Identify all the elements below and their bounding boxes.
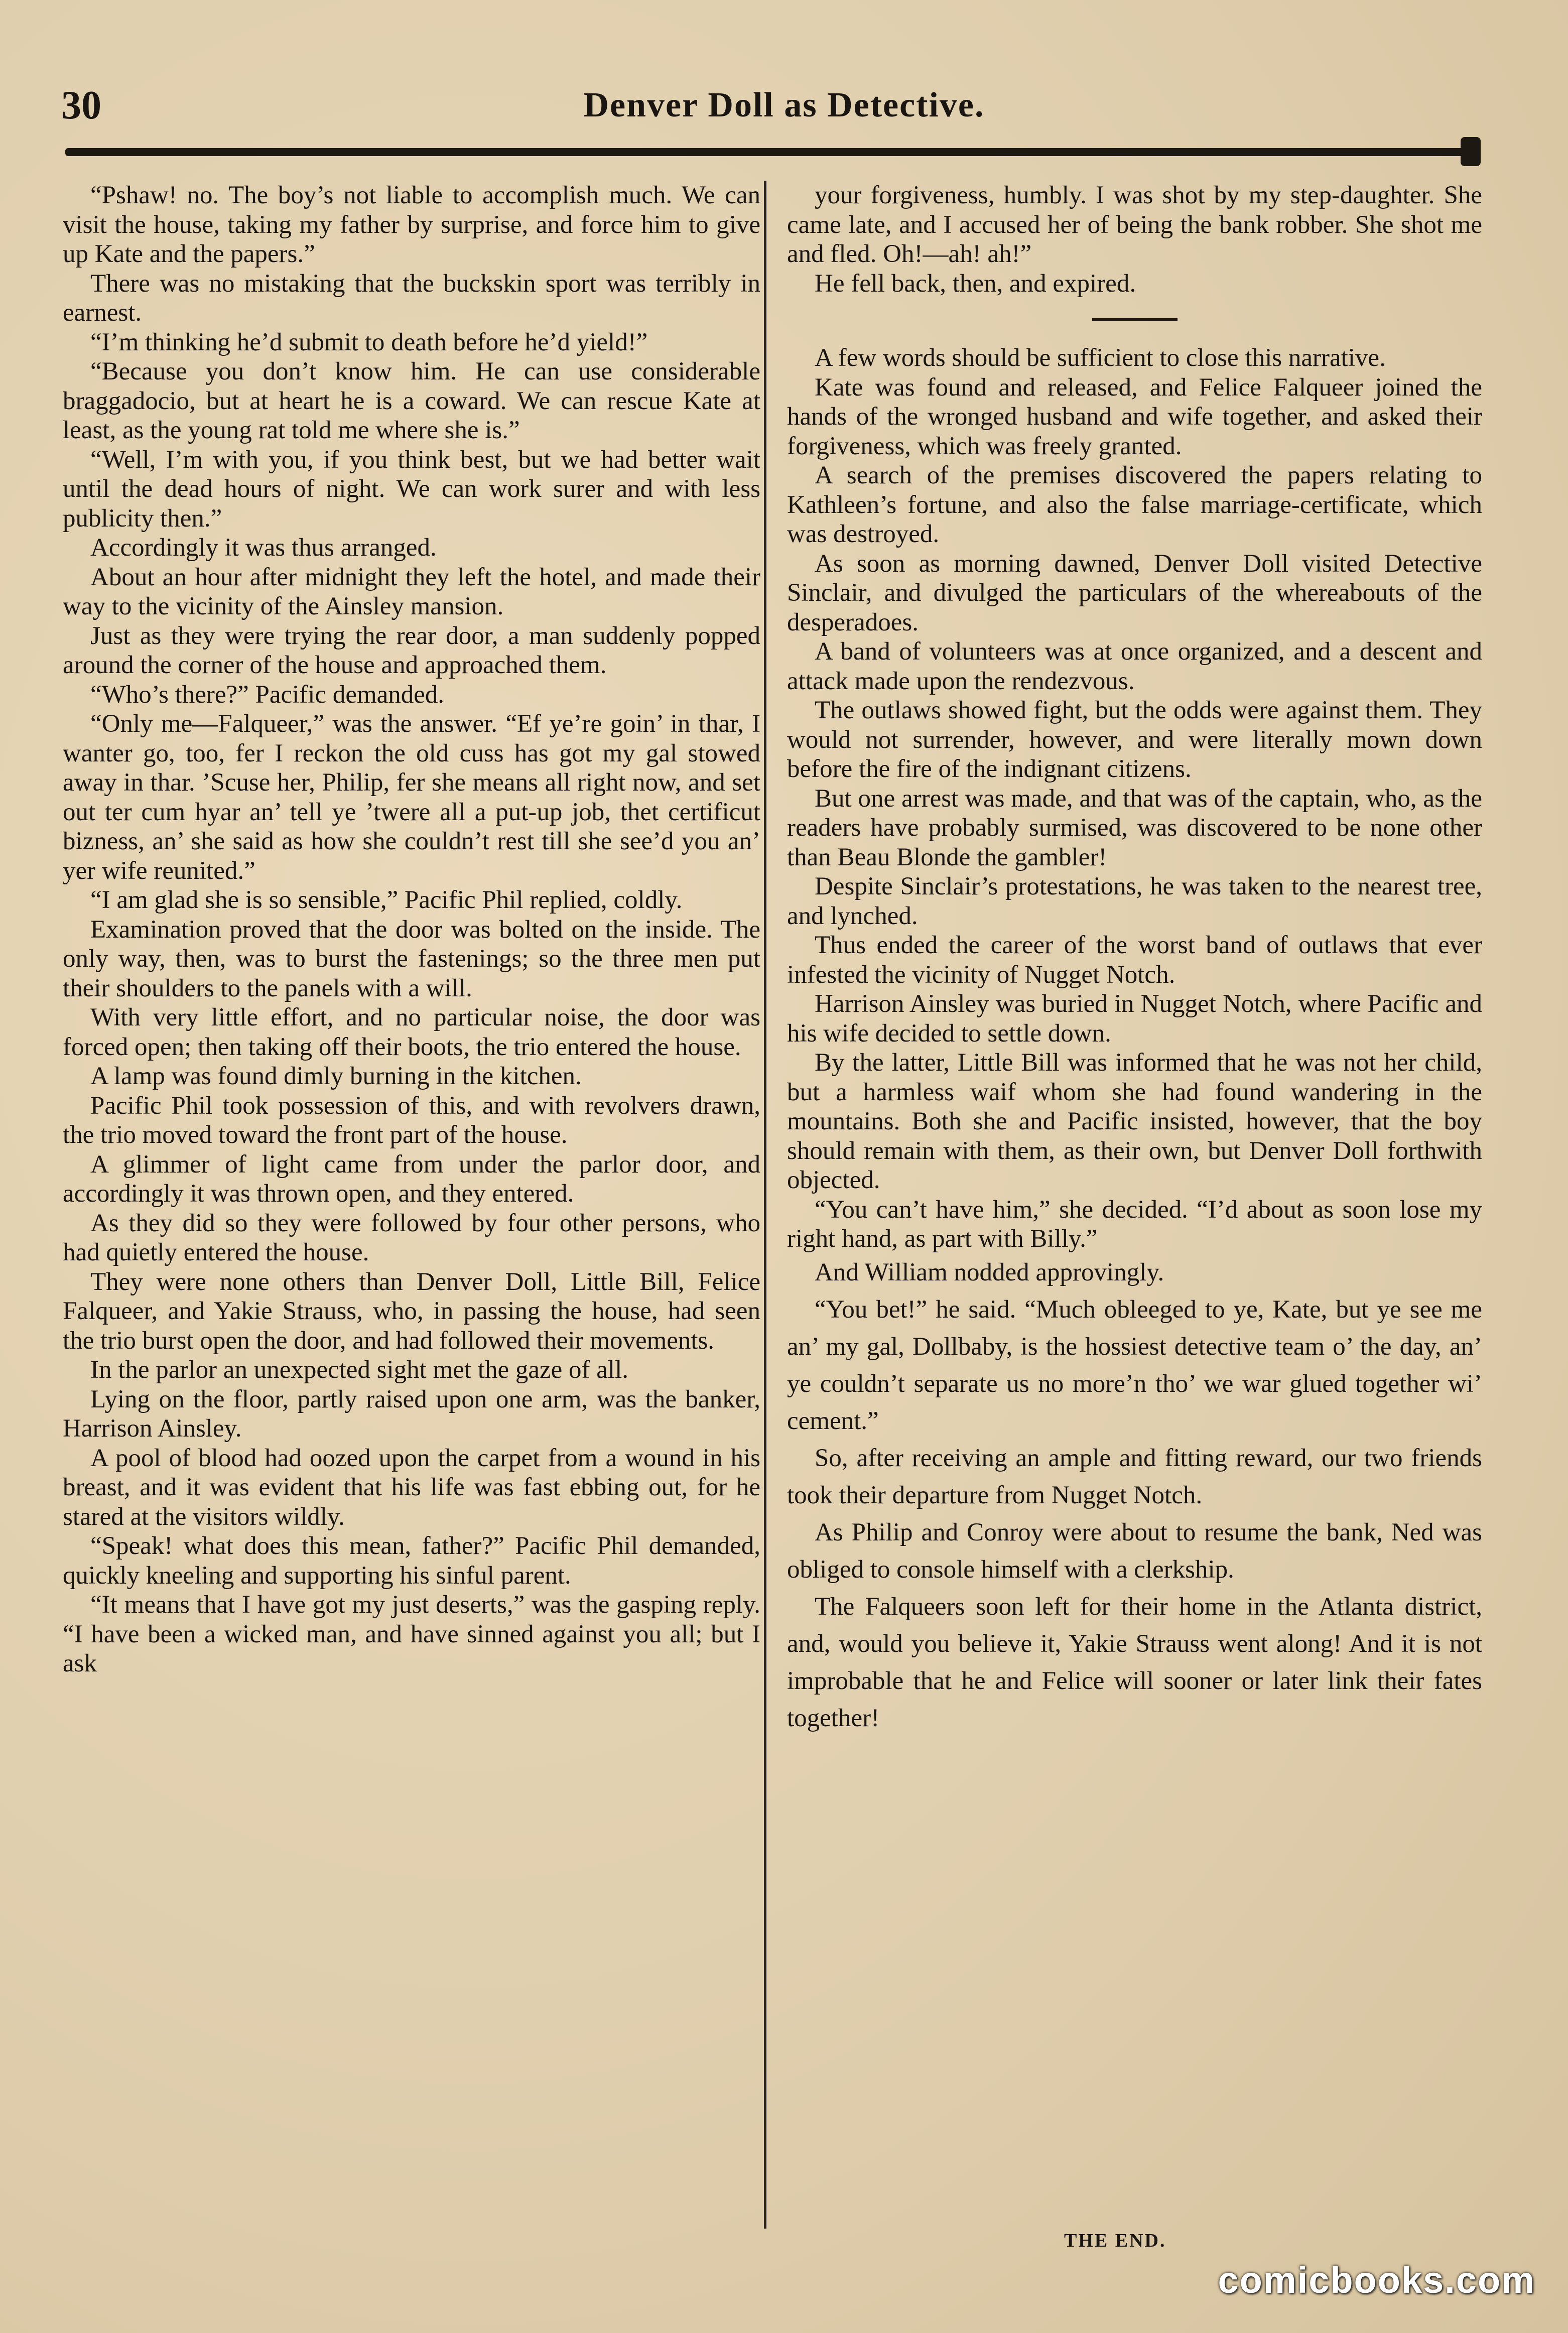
paragraph: Harrison Ainsley was buried in Nugget Notch, where Pacific and his wife decided to settle down. <box>787 990 1482 1048</box>
paragraph: “You can’t have him,” she decided. “I’d about as soon lose my right hand, as part with Billy.” <box>787 1195 1482 1253</box>
paragraph: In the parlor an unexpected sight met the gaze of all. <box>90 1356 628 1384</box>
the-end-label: THE END. <box>1064 2230 1166 2251</box>
paragraph: About an hour after midnight they left the hotel, and made their way to the vicinity of the Ainsley mansion. <box>63 563 760 620</box>
paragraph: Lying on the floor, partly raised upon one arm, was the banker, Harrison Ainsley. <box>63 1385 760 1443</box>
paragraph: Despite Sinclair’s protestations, he was taken to the nearest tree, and lynched. <box>787 872 1482 930</box>
header-rule <box>65 148 1471 156</box>
paragraph: Kate was found and released, and Felice Falqueer joined the hands of the wronged husband and wife together, and asked their forgiveness, which was freely granted. <box>787 373 1482 460</box>
paragraph: “I’m thinking he’d submit to death before he’d yield!” <box>90 328 648 356</box>
paragraph: “Because you don’t know him. He can use considerable braggadocio, but at heart he is a coward. We can rescue Kate at least, as the young rat told me where she is.” <box>63 357 760 444</box>
paragraph: The Falqueers soon left for their home in the Atlanta district, and, would you believe it, Yakie Strauss went along! And it is not improbable that he and Felice will sooner or later link their fates together! <box>787 1592 1482 1732</box>
paragraph: “Only me—Falqueer,” was the answer. “Ef ye’re goin’ in thar, I wanter go, too, fer I reckon the old cuss has got my gal stowed away in thar. ’Scuse her, Philip, fer she means all right now, and set out ter cum hyar an’ tell ye ’twere all a put-up job, thet certificut bizness, an’ she said as how she couldn’t rest till she see’d you an’ yer wife reunited.” <box>63 710 760 885</box>
section-break-rule <box>1092 318 1178 321</box>
paragraph: By the latter, Little Bill was informed that he was not her child, but a harmless waif whom she had found wandering in the mountains. Both she and Pacific insisted, however, that the boy should remain with them, as their own, but Denver Doll forthwith objected. <box>787 1049 1482 1194</box>
paragraph: “Who’s there?” Pacific demanded. <box>90 680 445 709</box>
paragraph: your forgiveness, humbly. I was shot by my step-daughter. She came late, and I accused her of being the bank robber. She shot me and fled. Oh!—ah! ah!” <box>787 181 1482 268</box>
paragraph: There was no mistaking that the buckskin sport was terribly in earnest. <box>63 269 760 327</box>
page-number: 30 <box>61 83 101 127</box>
paragraph: With very little effort, and no particular noise, the door was forced open; then taking off their boots, the trio entered the house. <box>63 1003 760 1061</box>
watermark: comicbooks.com <box>1218 2259 1535 2301</box>
paragraph: As soon as morning dawned, Denver Doll visited Detective Sinclair, and divulged the particulars of the whereabouts of the desperadoes. <box>787 549 1482 636</box>
left-column <box>63 181 760 1678</box>
running-title: Denver Doll as Detective. <box>583 86 985 124</box>
paragraph: A glimmer of light came from under the parlor door, and accordingly it was thrown open, and they entered. <box>63 1150 760 1208</box>
paragraph: A search of the premises discovered the papers relating to Kathleen’s fortune, and also the false marriage-certificate, which was destroyed. <box>787 461 1482 548</box>
paragraph: “You bet!” he said. “Much obleeged to ye, Kate, but ye see me an’ my gal, Dollbaby, is the hossiest detective team o’ the day, an’ ye couldn’t separate us no more’n tho’ we war glued together wi’ cement.” <box>787 1295 1482 1435</box>
paragraph: “I am glad she is so sensible,” Pacific Phil replied, coldly. <box>90 886 683 914</box>
paragraph: So, after receiving an ample and fitting reward, our two friends took their departure from Nugget Notch. <box>787 1444 1482 1509</box>
paragraph: As Philip and Conroy were about to resume the bank, Ned was obliged to console himself with a clerkship. <box>787 1518 1482 1584</box>
paragraph: Pacific Phil took possession of this, and with revolvers drawn, the trio moved toward the front part of the house. <box>63 1091 760 1149</box>
paragraph: “Well, I’m with you, if you think best, but we had better wait until the dead hours of night. We can work surer and with less publicity then.” <box>63 445 760 533</box>
right-column <box>787 181 1482 1737</box>
paragraph: “It means that I have got my just deserts,” was the gasping reply. “I have been a wicked man, and have sinned against you all; but I ask <box>63 1591 760 1677</box>
column-divider <box>764 181 766 2229</box>
paragraph: They were none others than Denver Doll, Little Bill, Felice Falqueer, and Yakie Strauss, who, in passing the house, had seen the trio burst open the door, and had followed their movements. <box>63 1267 760 1355</box>
paragraph: “Speak! what does this mean, father?” Pacific Phil demanded, quickly kneeling and supporting his sinful parent. <box>63 1532 760 1590</box>
paragraph: Thus ended the career of the worst band of outlaws that ever infested the vicinity of Nugget Notch. <box>787 931 1482 989</box>
paragraph: He fell back, then, and expired. <box>815 269 1136 298</box>
paragraph: A pool of blood had oozed upon the carpet from a wound in his breast, and it was evident that his life was fast ebbing out, for he stared at the visitors wildly. <box>63 1444 760 1531</box>
paragraph: The outlaws showed fight, but the odds were against them. They would not surrender, however, and were literally mown down before the fire of the indignant citizens. <box>787 696 1482 783</box>
paragraph: “Pshaw! no. The boy’s not liable to accomplish much. We can visit the house, taking my father by surprise, and force him to give up Kate and the papers.” <box>63 181 760 268</box>
paragraph: A few words should be sufficient to close this narrative. <box>815 344 1386 372</box>
paragraph: As they did so they were followed by four other persons, who had quietly entered the house. <box>63 1209 760 1266</box>
paragraph: But one arrest was made, and that was of the captain, who, as the readers have probably surmised, was discovered to be none other than Beau Blonde the gambler! <box>787 784 1482 871</box>
paragraph: Just as they were trying the rear door, a man suddenly popped around the corner of the house and approached them. <box>63 621 760 679</box>
paragraph: Examination proved that the door was bolted on the inside. The only way, then, was to burst the fastenings; so the three men put their shoulders to the panels with a will. <box>63 915 760 1002</box>
paragraph: Accordingly it was thus arranged. <box>90 534 437 562</box>
paragraph: A band of volunteers was at once organized, and a descent and attack made upon the rendezvous. <box>787 637 1482 695</box>
paragraph: A lamp was found dimly burning in the kitchen. <box>90 1062 582 1090</box>
paragraph: And William nodded approvingly. <box>815 1258 1164 1286</box>
